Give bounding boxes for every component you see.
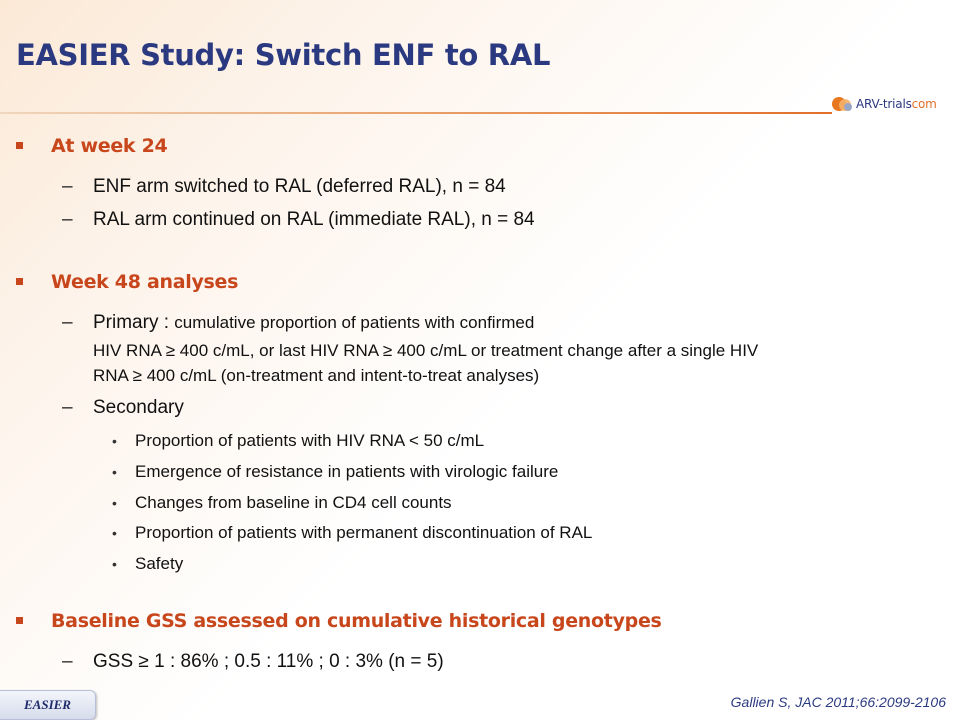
secondary-item: Proportion of patients with permanent discontinuation of RAL	[135, 523, 593, 542]
dot-bullet: •	[112, 433, 117, 449]
dot-bullet: •	[112, 495, 117, 511]
logo-text-main: ARV-trials	[856, 97, 912, 111]
secondary-item: Proportion of patients with HIV RNA < 50 c/mL	[135, 431, 485, 450]
square-bullet-icon	[16, 617, 23, 624]
dot-bullet: •	[112, 556, 117, 572]
arv-trials-logo	[830, 93, 937, 115]
list-item: RAL arm continued on RAL (immediate RAL), n = 84	[93, 209, 535, 230]
dash-bullet: –	[62, 651, 73, 672]
secondary-item: Changes from baseline in CD4 cell counts	[135, 493, 452, 512]
citation: Gallien S, JAC 2011;66:2099-2106	[730, 694, 946, 710]
dash-bullet: –	[62, 209, 73, 230]
study-tab[interactable]	[0, 690, 96, 720]
secondary-item: Emergence of resistance in patients with virologic failure	[135, 462, 559, 481]
list-item: ENF arm switched to RAL (deferred RAL), n = 84	[93, 176, 506, 197]
dash-bullet: –	[62, 397, 73, 418]
logo-mark-icon	[830, 94, 854, 114]
slide-title: EASIER Study: Switch ENF to RAL	[16, 38, 551, 72]
section-heading-week24: At week 24	[51, 135, 168, 157]
secondary-label: Secondary	[93, 397, 184, 418]
square-bullet-icon	[16, 278, 23, 285]
primary-endpoint	[93, 312, 534, 334]
section-heading-gss: Baseline GSS assessed on cumulative historical genotypes	[51, 610, 662, 632]
logo-text	[856, 97, 937, 111]
logo-text-suffix: com	[911, 97, 937, 111]
secondary-item: Safety	[135, 554, 184, 573]
dash-bullet: –	[62, 312, 73, 333]
list-item: GSS ≥ 1 : 86% ; 0.5 : 11% ; 0 : 3% (n = 5)	[93, 651, 444, 672]
dot-bullet: •	[112, 464, 117, 480]
study-tab-label: EASIER	[24, 697, 71, 712]
primary-text: cumulative proportion of patients with confirmed	[174, 313, 535, 332]
section-heading-week48: Week 48 analyses	[51, 271, 239, 293]
dash-bullet: –	[62, 176, 73, 197]
primary-text-continued: RNA ≥ 400 c/mL (on-treatment and intent-to-treat analyses)	[93, 366, 540, 385]
primary-text-continued: HIV RNA ≥ 400 c/mL, or last HIV RNA ≥ 400 c/mL or treatment change after a single HIV	[93, 341, 759, 360]
square-bullet-icon	[16, 142, 23, 149]
dot-bullet: •	[112, 525, 117, 541]
title-divider	[0, 112, 832, 114]
primary-label: Primary :	[93, 312, 169, 333]
